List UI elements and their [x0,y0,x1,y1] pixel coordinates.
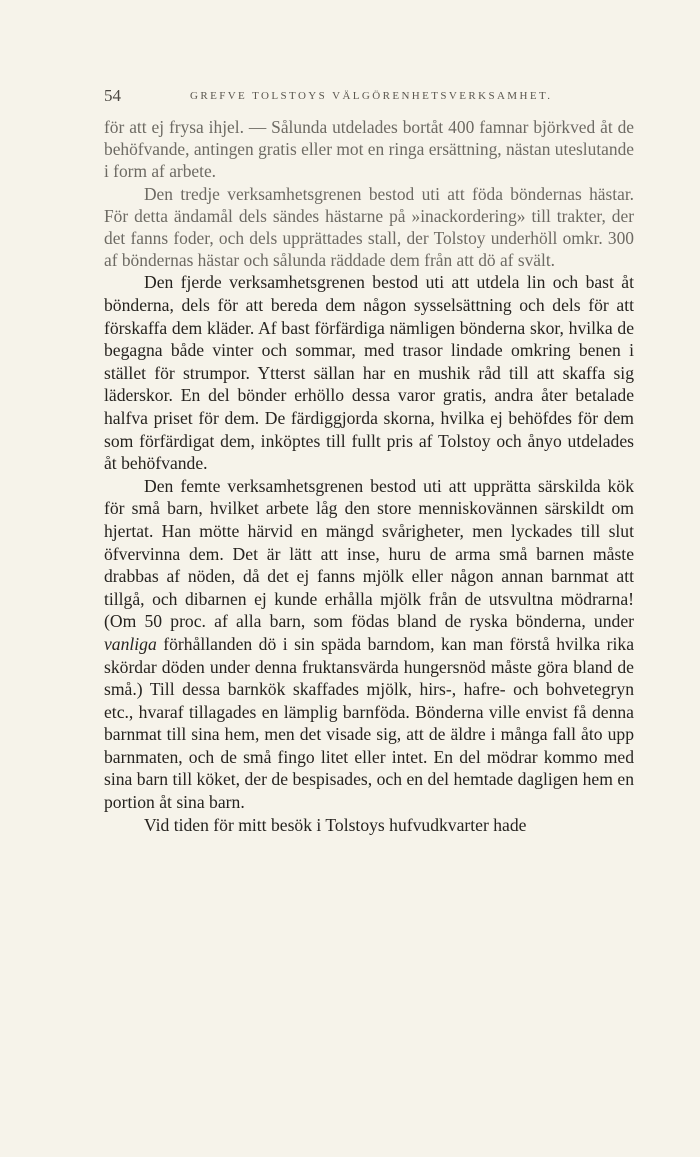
paragraph-fifth-text-before: Den femte verksamhetsgrenen bestod uti att upprätta särskilda kök för små barn, hvilket arbete låg den store menniskovännen särskildt om hjertat. Han mötte härvid en mängd svårigheter, men lyckades till slut öfvervinna dem. Det är lätt att inse, huru de arma små barnen måste drabbas af nöden, då det ej fanns mjölk eller någon annan barnmat att tillgå, och dibarnen ej kunde erhålla mjölk från de utsvultna mödrarna! (Om 50 proc. af alla barn, som födas bland de ryska bönderna, under [104,475,634,632]
paragraph-fourth-branch: Den fjerde verksamhetsgrenen bestod uti att utdela lin och bast åt bönderna, dels för att bereda dem någon sysselsättning och dels för att förskaffa dem kläder. Af bast förfärdiga nämligen bönderna skor, hvilka de begagna både vinter och sommar, med trasor lindade omkring benen i stället för strumpor. Ytterst sällan har en mushik råd till att skaffa sig läderskor. En del bönder erhöllo dessa varor gratis, andra åter betalade halfva priset för dem. De färdiggjorda skorna, hvilka ej behöfdes för dem som förfärdigat dem, inköptes till fullt pris af Tolstoy och ånyo utdelades åt behöfvande. [104,272,634,474]
italic-word: vanliga [104,633,157,654]
body-text [104,116,634,836]
running-head: GREFVE TOLSTOYS VÄLGÖRENHETSVERKSAMHET. [190,90,553,102]
paragraph-fifth-text-after: förhållanden dö i sin späda barndom, kan man förstå hvilka rika skördar döden under denna fruktansvärda hungersnöd måste göra bland de små.) Till dessa barnkök skaffades mjölk, hirs-, hafre- och bohvetegryn etc., hvaraf tillagades en lämplig barnföda. Bönderna ville envist få denna barnmat till sina hem, men det visade sig, att de äldre i många fall åto upp barnmaten, och de små fingo litet eller intet. En del mödrar kommo med sina barn till köket, der de bespisades, och en del hemtade dagligen hem en portion åt sina barn. [104,633,634,813]
paragraph-final-line: Vid tiden för mitt besök i Tolstoys hufvudkvarter hade [144,814,527,835]
paragraph-continuation: för att ej frysa ihjel. — Sålunda utdelades bortåt 400 famnar björkved åt de behöfvande, antingen gratis eller mot en ringa ersättning, nästan uteslutande i form af arbete. [104,117,634,182]
paragraph-third-branch: Den tredje verksamhetsgrenen bestod uti att föda böndernas hästar. För detta ändamål dels sändes hästarne på »inackordering» till trakter, der det fanns foder, och dels upprättades stall, der Tolstoy underhöll omkr. 300 af böndernas hästar och sålunda räddade dem från att dö af svält. [104,183,634,271]
page-header [104,86,634,108]
paragraph-fifth-branch [104,475,634,814]
page-number: 54 [104,86,121,105]
